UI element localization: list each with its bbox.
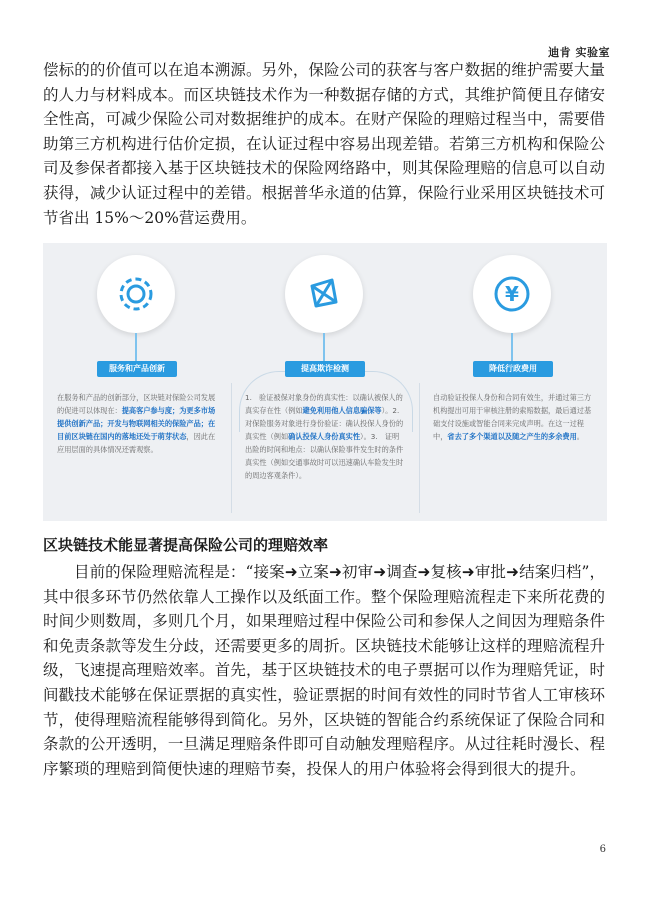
svg-text:¥: ¥ [505,282,519,306]
infographic-figure [43,243,607,521]
column-description: 在服务和产品的创新部分，区块链对保险公司发展的促进可以体现在：提高客户参与度；为更多市场提供创新产品；开发与物联网相关的保险产品；在目前区块链在国内的落地还处于萌芽状态，因此在应用层面的具体情况还需观察。 [57,393,216,454]
badge-label: 服务和产品创新 [97,361,177,377]
column-description: 自动验证投保人身份和合同有效生，并通过第三方机构提出可用于审核注册的索赔数据，最后通过基础支付设施或智能合同来完成声明。在这一过程中，省去了多个渠道以及随之产生的多余费用。 [433,393,592,441]
figure-column-admin [419,243,607,521]
badge-label: 提高欺诈检测 [285,361,365,377]
connector-line [323,333,325,363]
figure-column-service [43,243,231,521]
page-number: 6 [599,844,606,855]
column-description: 1. 验证被保对象身份的真实性：以确认被保人的真实存在性（例如避免利用他人信息骗保等）。2. 对保险服务对象进行身份验证：确认投保人身份的真实性（例如确认投保人身份真实性）。3. 证明出险的时间和地点：以确认保险事件发生时的条件真实性（例如交通事故时可以迅速确认车险发生时的周边客观条件）。 [245,393,407,480]
body-paragraph-1: 偿标的的价值可以在追本溯源。另外，保险公司的获客与客户数据的维护需要大量的人力与材料成本。而区块链技术作为一种数据存储的方式，其维护简便且存储安全性高，可减少保险公司对数据维护的成本。在财产保险的理赔过程当中，需要借助第三方机构进行估价定损，在认证过程中容易出现差错。若第三方机构和保险公司及参保者都接入基于区块链技术的保险网络路中，则其保险理赔的信息可以自动获得，减少认证过程中的差错。根据普华永道的估算，保险行业采用区块链技术可节省出 15%～20%营运费用。 [43,61,605,227]
badge-label: 降低行政费用 [473,361,553,377]
section-heading: 区块链技术能显著提高保险公司的理赔效率 [43,536,329,554]
connector-line [511,333,513,363]
network-icon [285,255,363,333]
connector-line [135,333,137,363]
body-paragraph-2: 目前的保险理赔流程是：“接案➜立案➜初审➜调查➜复核➜审批➜结案归档”，其中很多环节仍然依靠人工操作以及纸面工作。整个保险理赔流程走下来所花费的时间少则数周，多则几个月，如果理赔过程中保险公司和参保人之间因为理赔条件和免责条款等发生分歧，还需要更多的周折。区块链技术能够让这样的理赔流程升级，飞速提高理赔效率。首先，基于区块链技术的电子票据可以作为理赔凭证，时间戳技术能够在保证票据的真实性，验证票据的时间有效性的同时节省人工审核环节，使得理赔流程能够得到简化。另外，区块链的智能合约系统保证了保险合同和条款的公开透明，一旦满足理赔条件即可自动触发理赔程序。从过往耗时漫长、程序繁琐的理赔到简便快速的理赔节奏，投保人的用户体验将会得到很大的提升。 [43,563,605,778]
figure-column-fraud [231,243,419,521]
publisher-logo: 迪肯 实验室 [548,46,610,59]
yen-icon [473,255,551,333]
gear-icon [97,255,175,333]
